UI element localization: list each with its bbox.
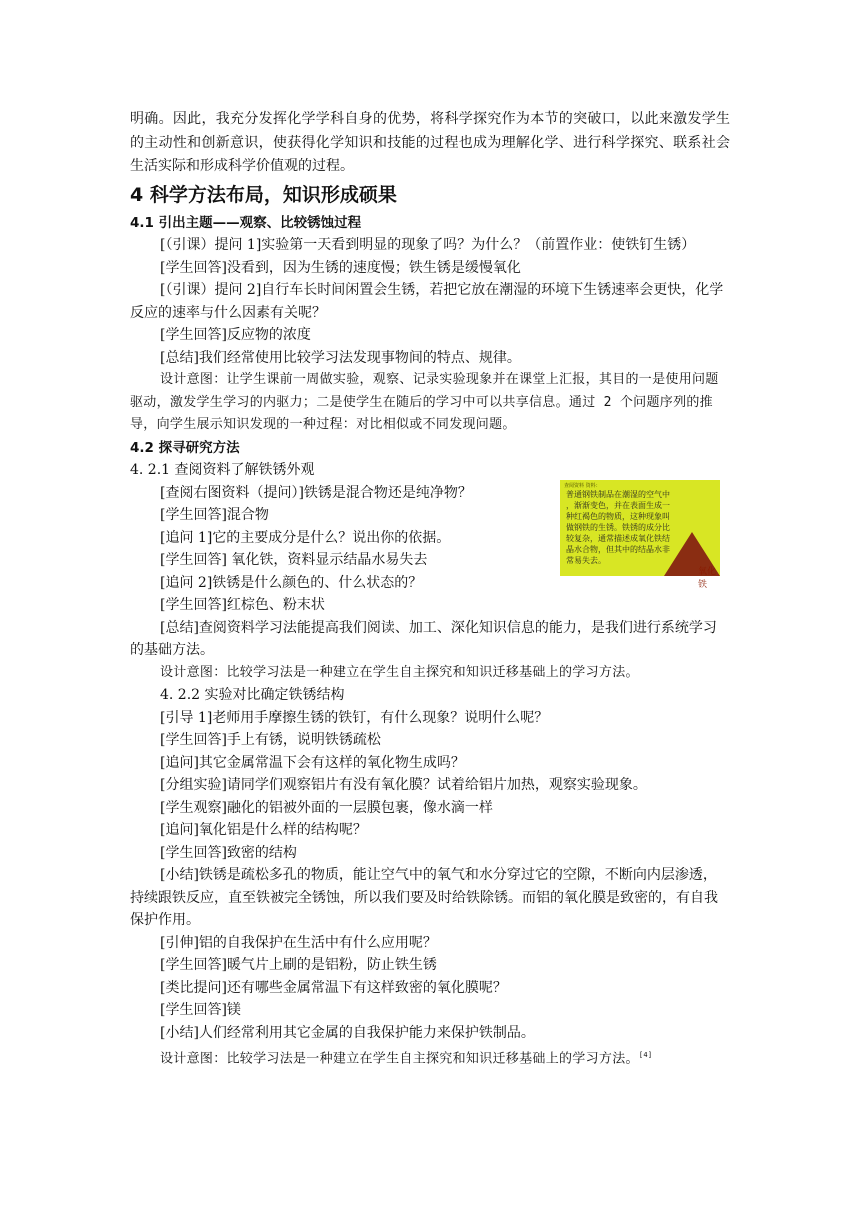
paragraph: [学生回答]暖气片上刷的是铝粉，防止铁生锈: [160, 957, 437, 973]
design-intent: [130, 1044, 730, 1071]
rust-info-figure: [560, 480, 720, 590]
subsection-4-2-2-title: 4. 2.2 实验对比确定铁锈结构: [160, 687, 345, 703]
subsection-4-1-title: 4.1 引出主题——观察、比较锈蚀过程: [130, 214, 362, 231]
design-intent-text: 设计意图：比较学习法是一种建立在学生自主探究和知识迁移基础上的学习方法。: [160, 1051, 639, 1067]
paragraph: [追问 1]它的主要成分是什么？说出你的依据。: [160, 529, 451, 546]
paragraph: [追问]其它金属常温下会有这样的氧化物生成吗？: [160, 754, 465, 771]
paragraph: [引伸]铝的自我保护在生活中有什么应用呢？: [160, 934, 437, 951]
subsection-4-2-1-title: 4. 2.1 查阅资料了解铁锈外观: [130, 462, 315, 478]
paragraph: [学生回答]混合物: [160, 507, 269, 523]
figure-tag: 查阅资料 资料：: [564, 483, 601, 489]
paragraph: [分组实验]请同学们观察铝片有没有氧化膜？试着给铝片加热，观察实验现象。: [160, 777, 647, 793]
paragraph: [学生回答]镁: [160, 1002, 241, 1018]
paragraph: [追问 2]铁锈是什么颜色的、什么状态的？: [160, 574, 423, 591]
figure-text: 普通钢铁制品在潮湿的空气中 ，渐渐变色，并在表面生成一 种红褐色的物质，这种现象叫 做钢铁的生锈。铁锈的成分比 较复杂，通常描述成氧化铁结 晶水合物，但其中的结晶水非 常易失去。: [566, 490, 670, 565]
paragraph: [类比提问]还有哪些金属常温下有这样致密的氧化膜呢？: [160, 979, 507, 996]
design-intent: 设计意图：比较学习法是一种建立在学生自主探究和知识迁移基础上的学习方法。: [160, 664, 639, 680]
section-title: 4 科学方法布局，知识形成硕果: [130, 183, 397, 206]
subsection-4-2-title: 4.2 探寻研究方法: [130, 439, 240, 456]
paragraph: [学生回答] 氧化铁，资料显示结晶水易失去: [160, 552, 428, 568]
paragraph: [学生回答]反应物的浓度: [160, 327, 311, 343]
paragraph: [追问]氧化铝是什么样的结构呢？: [160, 822, 367, 838]
paragraph: [总结]查阅资料学习法能提高我们阅读、加工、深化知识信息的能力，是我们进行系统学习的基础方法。: [130, 619, 717, 658]
design-intent: 设计意图：让学生课前一周做实验，观察、记录实验现象并在课堂上汇报，其目的一是使用问题驱动，激发学生学习的内驱力；二是使学生在随后的学习中可以共享信息。通过 2 个问题序列的推导，向学生展示知识发现的一种过程：对比相似或不同发现问题。: [130, 372, 719, 432]
document-page: [130, 108, 730, 1071]
paragraph: [学生回答]没看到，因为生锈的速度慢；铁生锈是缓慢氧化: [160, 259, 521, 276]
paragraph: [（引课）提问 1]实验第一天看到明显的现象了吗？为什么？（前置作业：使铁钉生锈）: [160, 237, 696, 253]
paragraph: [学生回答]致密的结构: [160, 844, 297, 861]
paragraph: [总结]我们经常使用比较学习法发现事物间的特点、规律。: [160, 349, 521, 366]
figure-label: 氧化铁: [698, 567, 717, 590]
paragraph: [学生回答]红棕色、粉末状: [160, 597, 325, 613]
paragraph: [学生回答]手上有锈，说明铁锈疏松: [160, 732, 381, 748]
reference-marker: [4]: [638, 1051, 653, 1059]
paragraph: [小结]人们经常利用其它金属的自我保护能力来保护铁制品。: [160, 1024, 535, 1041]
paragraph: [查阅右图资料（提问）]铁锈是混合物还是纯净物？: [160, 484, 472, 501]
paragraph: [小结]铁锈是疏松多孔的物质，能让空气中的氧气和水分穿过它的空隙，不断向内层渗透，持续跟铁反应，直至铁被完全锈蚀，所以我们要及时给铁除锈。而铝的氧化膜是致密的，有自我保护作用。: [130, 867, 718, 928]
intro-paragraph: 明确。因此，我充分发挥化学学科自身的优势，将科学探究作为本节的突破口，以此来激发学生的主动性和创新意识，使获得化学知识和技能的过程也成为理解化学、进行科学探究、联系社会生活实际和形成科学价值观的过程。: [130, 111, 730, 174]
paragraph: [学生观察]融化的铝被外面的一层膜包裹，像水滴一样: [160, 799, 493, 816]
paragraph: [（引课）提问 2]自行车长时间闲置会生锈，若把它放在潮湿的环境下生锈速率会更快，化学反应的速率与什么因素有关呢？: [130, 282, 724, 321]
paragraph: [引导 1]老师用手摩擦生锈的铁钉，有什么现象？说明什么呢？: [160, 709, 549, 726]
